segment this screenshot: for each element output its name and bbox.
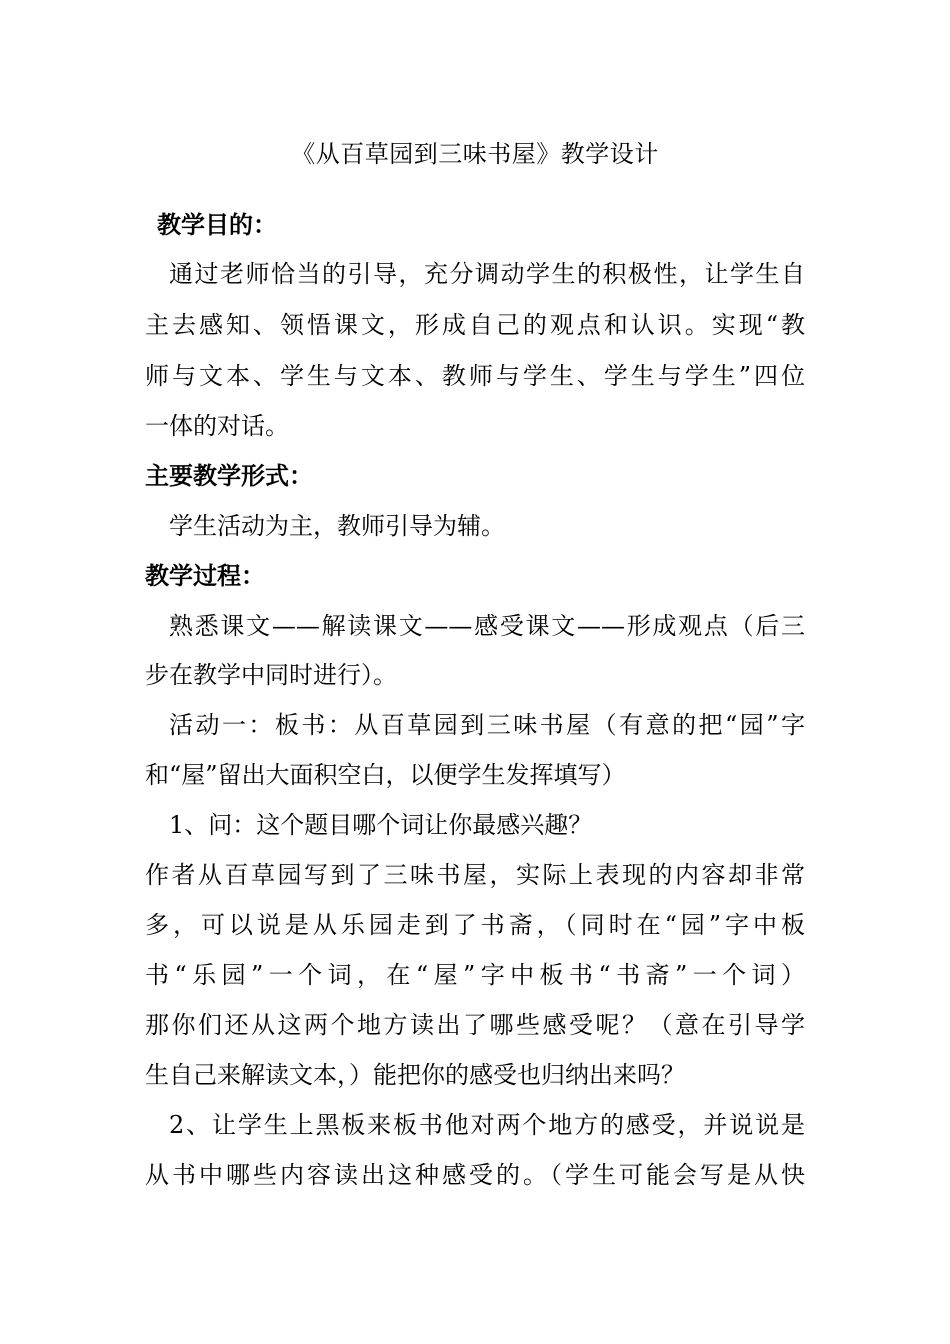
process-line-8: 书“乐园”一个词，在“屋”字中板书“书斋”一个词） <box>145 961 805 989</box>
process-line-9: 那你们还从这两个地方读出了哪些感受呢？（意在引导学 <box>145 1011 805 1039</box>
process-line-3: 活动一：板书：从百草园到三味书屋（有意的把“园”字 <box>169 711 805 739</box>
goal-heading: 教学目的： <box>157 211 277 239</box>
goal-line-2: 主去感知、领悟课文，形成自己的观点和认识。实现“教 <box>145 311 805 339</box>
process-line-12: 从书中哪些内容读出这种感受的。（学生可能会写是从快 <box>145 1161 805 1189</box>
form-heading: 主要教学形式： <box>145 462 313 490</box>
process-line-1: 熟悉课文——解读课文——感受课文——形成观点（后三 <box>169 612 805 640</box>
process-heading: 教学过程： <box>145 562 265 590</box>
form-line-1: 学生活动为主，教师引导为辅。 <box>169 512 505 540</box>
goal-line-4: 一体的对话。 <box>145 412 289 440</box>
process-line-2: 步在教学中同时进行）。 <box>145 661 397 689</box>
goal-line-3: 师与文本、学生与文本、教师与学生、学生与学生”四位 <box>145 362 805 390</box>
goal-line-1: 通过老师恰当的引导，充分调动学生的积极性，让学生自 <box>169 260 805 288</box>
process-line-7: 多，可以说是从乐园走到了书斋，（同时在“园”字中板 <box>145 911 805 939</box>
process-line-5: 1、问：这个题目哪个词让你最感兴趣？ <box>169 811 593 839</box>
process-line-6: 作者从百草园写到了三味书屋，实际上表现的内容却非常 <box>145 861 805 889</box>
process-line-10: 生自己来解读文本，）能把你的感受也归纳出来吗？ <box>145 1061 685 1089</box>
document-title: 《从百草园到三味书屋》教学设计 <box>291 140 659 168</box>
process-line-4: 和“屋”留出大面积空白，以便学生发挥填写） <box>145 761 626 789</box>
process-line-11: 2、让学生上黑板来板书他对两个地方的感受，并说说是 <box>169 1111 805 1139</box>
